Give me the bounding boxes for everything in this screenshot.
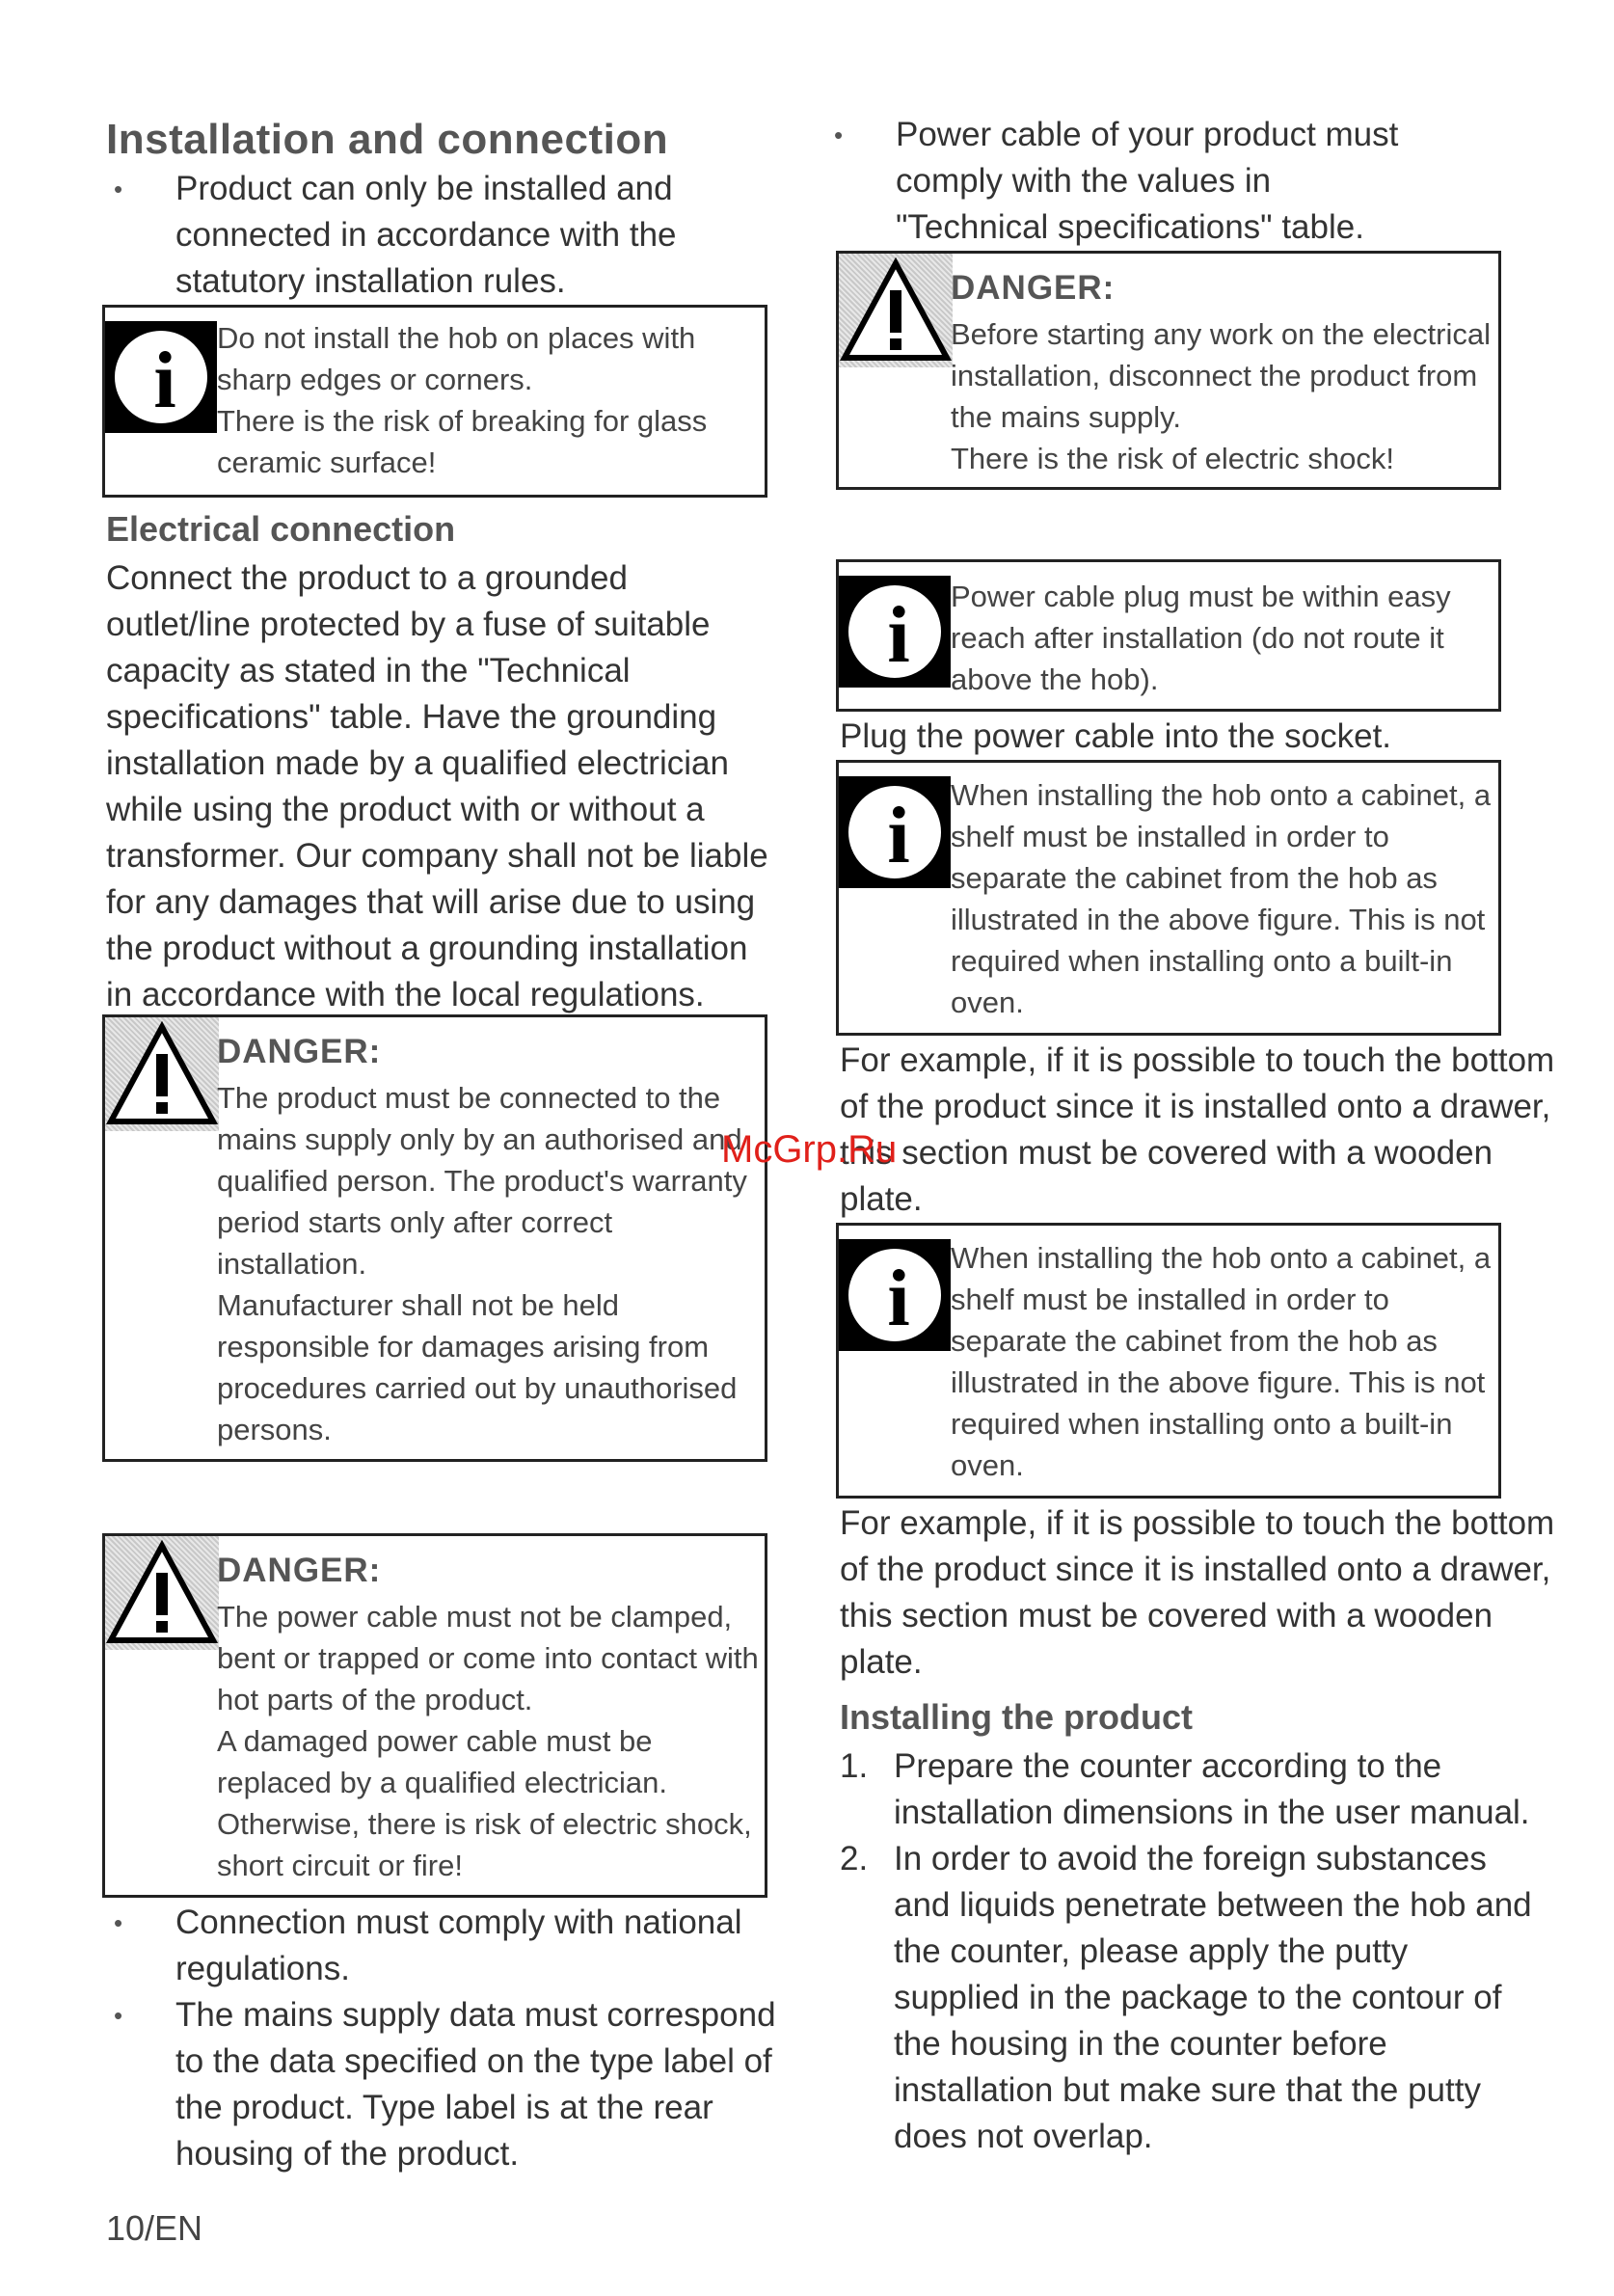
section-title: Installation and connection (106, 116, 669, 163)
danger-heading: DANGER: (217, 1033, 382, 1070)
step-text: In order to avoid the foreign substances and liquids penetrate between the hob and the counter, please apply the putty supplied in the package to the contour of the housing in the counter before installation but make sure that the putty does not overlap. (894, 1840, 1532, 2155)
bullet-national-regulations: • Connection must comply with national regulations. (106, 1900, 781, 1992)
info-box-cabinet-1 (836, 760, 1501, 1036)
step-number: 1. (840, 1747, 869, 1785)
bullet-install-rules: • Product can only be installed and connected in accordance with the statutory installation rules. (106, 166, 704, 305)
info-text: When installing the hob onto a cabinet, a shelf must be installed in order to separate the cabinet from the hob as illustrated in the above figure. This is not required when installing onto a built-in oven. (951, 778, 1492, 1019)
danger-heading: DANGER: (217, 1552, 382, 1589)
plug-paragraph: Plug the power cable into the socket. (840, 717, 1392, 755)
warning-icon (105, 1017, 219, 1131)
info-icon: i (839, 1239, 951, 1351)
info-box-plug (836, 559, 1501, 712)
info-icon: i (105, 321, 217, 433)
info-box-sharp-edges (102, 305, 767, 498)
info-text: Power cable plug must be within easy reach after installation (do not route it above the hob). (951, 580, 1451, 696)
step-1 (840, 1743, 1534, 1836)
danger-box-disconnect (836, 251, 1501, 490)
installing-heading: Installing the product (840, 1697, 1193, 1737)
danger-text: The power cable must not be clamped, bent or trapped or come into contact with hot parts of the product. A damaged power cable must be replaced by a qualified electrician. Otherwise, there is risk of electric shock, short circuit or fire! (217, 1600, 759, 1882)
electrical-heading: Electrical connection (106, 509, 456, 549)
info-box-cabinet-2 (836, 1223, 1501, 1499)
step-number: 2. (840, 1840, 869, 1877)
danger-box-authorised (102, 1014, 767, 1462)
bullet-power-cable: • Power cable of your product must comply with the values in "Technical specifications" table. (826, 112, 1405, 251)
watermark: McGrp.Ru (721, 1128, 898, 1171)
step-2 (840, 1836, 1534, 2160)
info-icon: i (839, 776, 951, 888)
example-paragraph-1: For example, if it is possible to touch the bottom of the product since it is installed onto a drawer, this section must be covered with a wooden plate. (840, 1041, 1555, 1218)
example-paragraph-2: For example, if it is possible to touch the bottom of the product since it is installed onto a drawer, this section must be covered with a wooden plate. (840, 1504, 1555, 1681)
info-text: Do not install the hob on places with sharp edges or corners. There is the risk of breaking for glass ceramic surface! (217, 321, 708, 479)
warning-icon (105, 1536, 219, 1650)
info-text: When installing the hob onto a cabinet, a shelf must be installed in order to separate the cabinet from the hob as illustrated in the above figure. This is not required when installing onto a built-in oven. (951, 1241, 1492, 1482)
danger-box-cable (102, 1533, 767, 1898)
warning-icon (839, 254, 953, 367)
info-icon: i (839, 576, 951, 688)
danger-heading: DANGER: (951, 269, 1116, 307)
bullet-mains-supply: • The mains supply data must correspond to the data specified on the type label of the product. Type label is at the rear housing of the product. (106, 1992, 800, 2177)
electrical-paragraph: Connect the product to a grounded outlet/line protected by a fuse of suitable capacity as stated in the "Technical specifications" table. Have the grounding installation made by a qualified electrician while using the product with or without a transformer. Our company shall not be liable for any damages that will arise due to using the product without a grounding installation in accordance with the local regulations. (106, 559, 768, 1013)
step-text: Prepare the counter according to the installation dimensions in the user manual. (894, 1747, 1530, 1831)
danger-text: The product must be connected to the mains supply only by an authorised and qualified person. The product's warranty period starts only after correct installation. Manufacturer shall not be held responsible for damages arising from procedures carried out by unauthorised persons. (217, 1081, 747, 1446)
danger-text: Before starting any work on the electrical installation, disconnect the product from the mains supply. There is the risk of electric shock! (951, 317, 1491, 475)
page-number: 10/EN (106, 2208, 203, 2248)
